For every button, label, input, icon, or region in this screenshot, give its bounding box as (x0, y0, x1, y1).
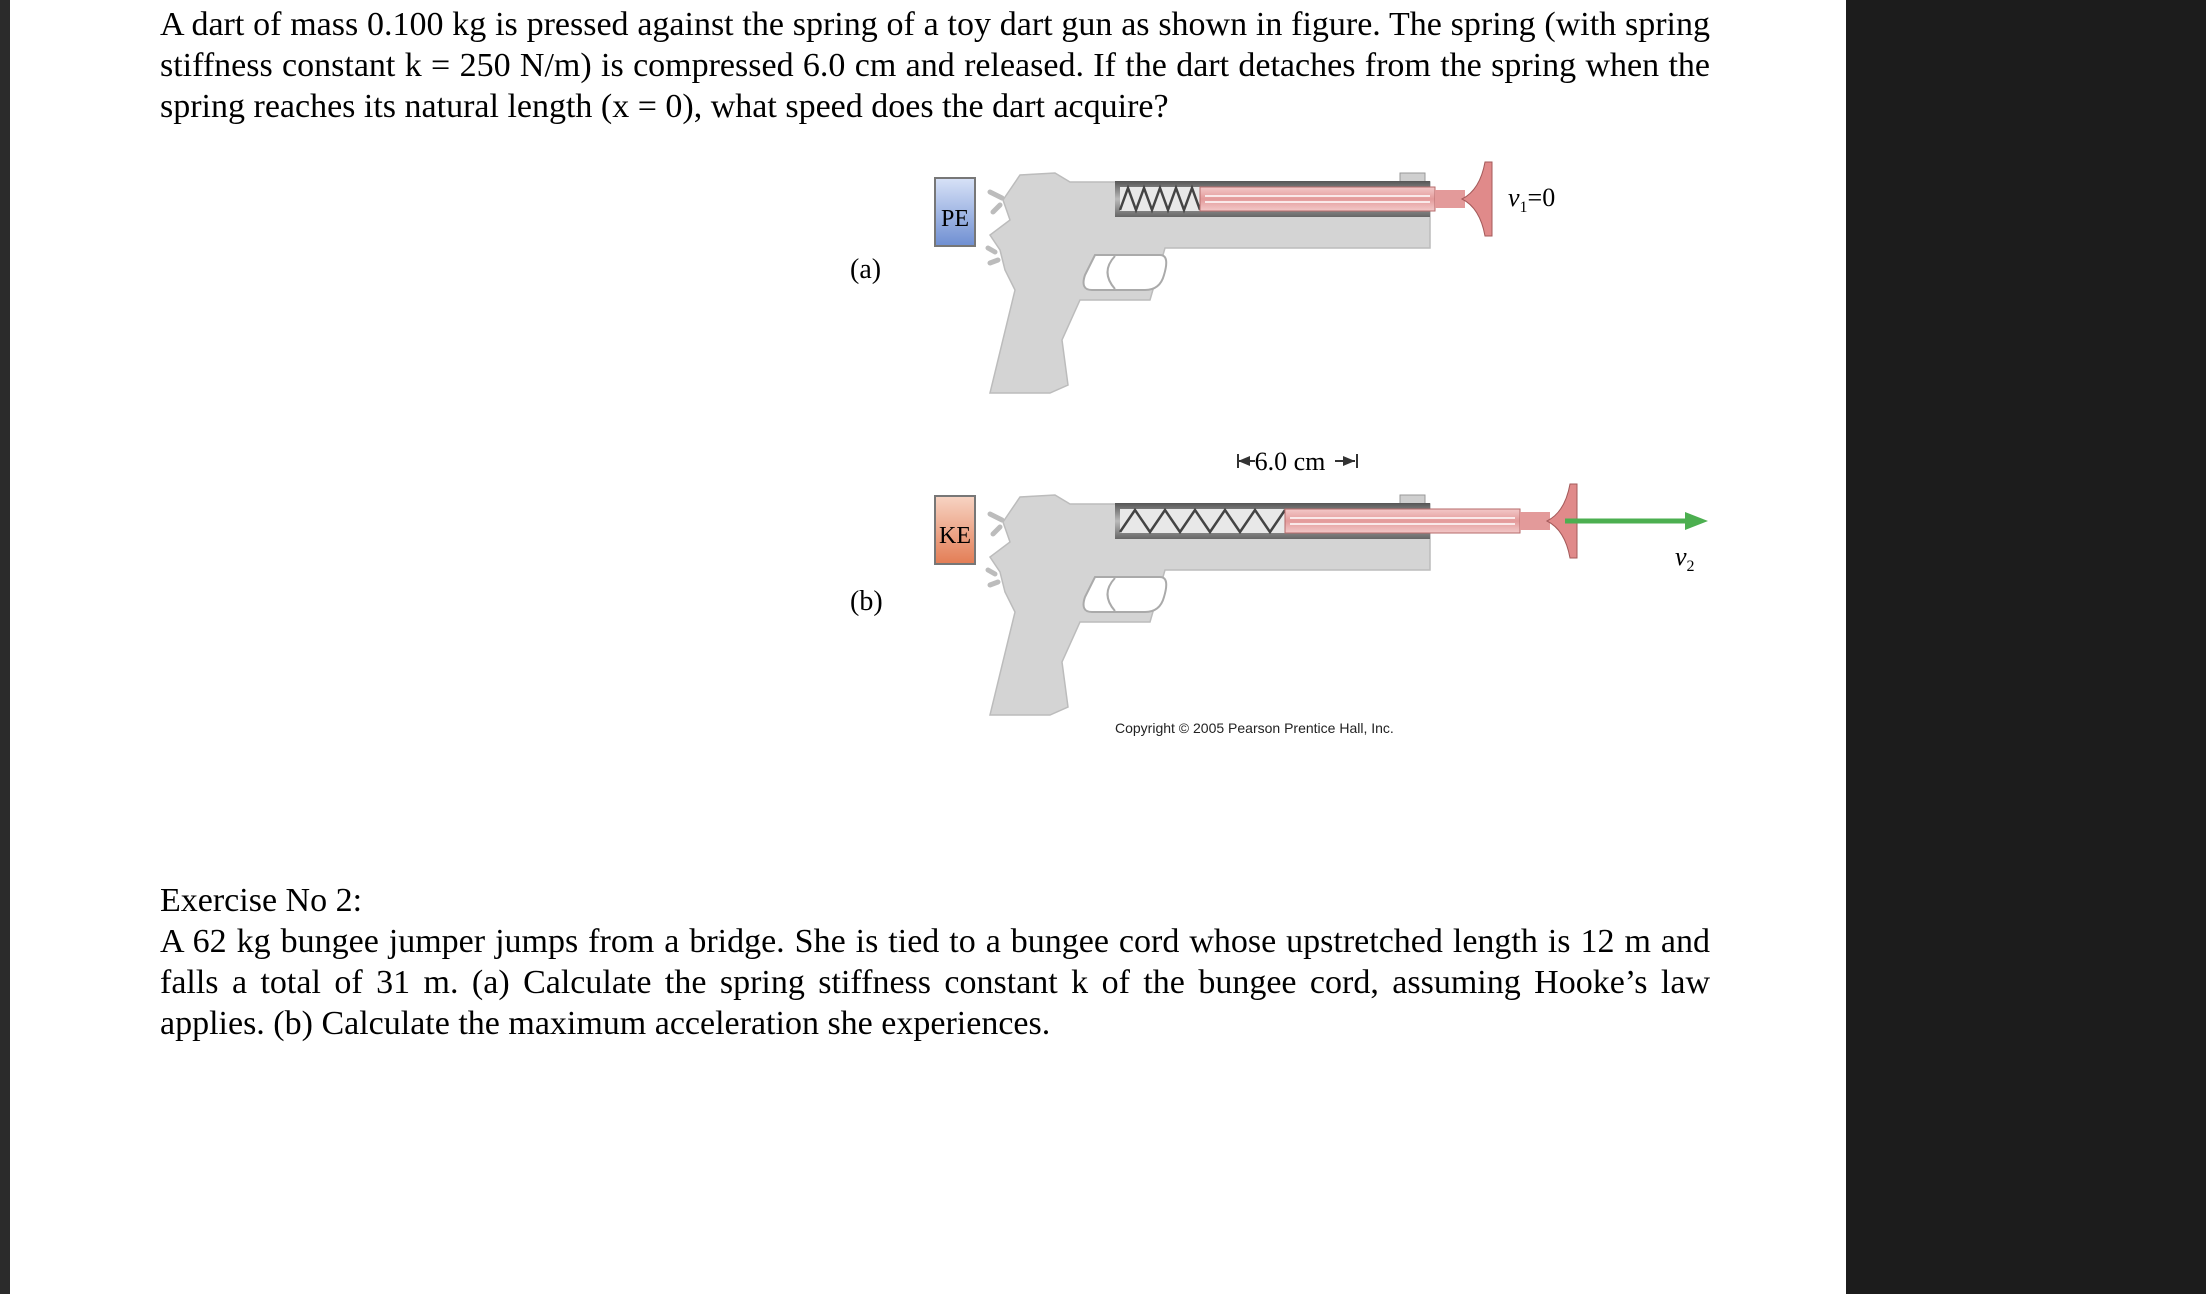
ke-energy-bar (935, 496, 975, 564)
v2-label: $v_2$ (1675, 542, 1695, 575)
distance-label: 6.0 cm (1254, 447, 1326, 476)
pe-energy-bar (935, 178, 975, 246)
velocity-arrow-v2 (1565, 512, 1708, 530)
panel-a (850, 162, 1555, 393)
exercise-2-text: A 62 kg bungee jumper jumps from a bridge. She is tied to a bungee cord whose upstretched length is 12 m and falls a total of 31 m. (a) Calculate the spring stiffness constant k of the bungee cord, assuming Hooke’s law applies. (b) Calculate the maximum acceleration she experiences. (160, 923, 1710, 1042)
panel-b (850, 484, 1708, 715)
exercise-2-title: Exercise No 2: (160, 882, 363, 919)
pe-bar-label: PE (940, 206, 970, 232)
problem-1-text: A dart of mass 0.100 kg is pressed against the spring of a toy dart gun as shown in figure. The spring (with spring stiffness constant k = 250 N/m) is compressed 6.0 cm and released. If the dart detaches from the spring when the spring reaches its natural length (x = 0), what speed does the dart acquire? (160, 6, 1710, 125)
dark-side-panel (1846, 0, 2206, 1294)
document-page (10, 0, 1846, 1294)
panel-b-label: (b) (850, 586, 883, 617)
compression-distance-indicator (1238, 447, 1357, 476)
panel-a-label: (a) (850, 254, 882, 285)
v1-label: $v_1=0$ (1508, 183, 1556, 216)
copyright-notice: Copyright © 2005 Pearson Prentice Hall, Inc. (1115, 720, 1394, 736)
dart-gun-figure (830, 160, 1730, 760)
window-left-border (0, 0, 10, 1294)
ke-bar-label: KE (939, 523, 971, 549)
